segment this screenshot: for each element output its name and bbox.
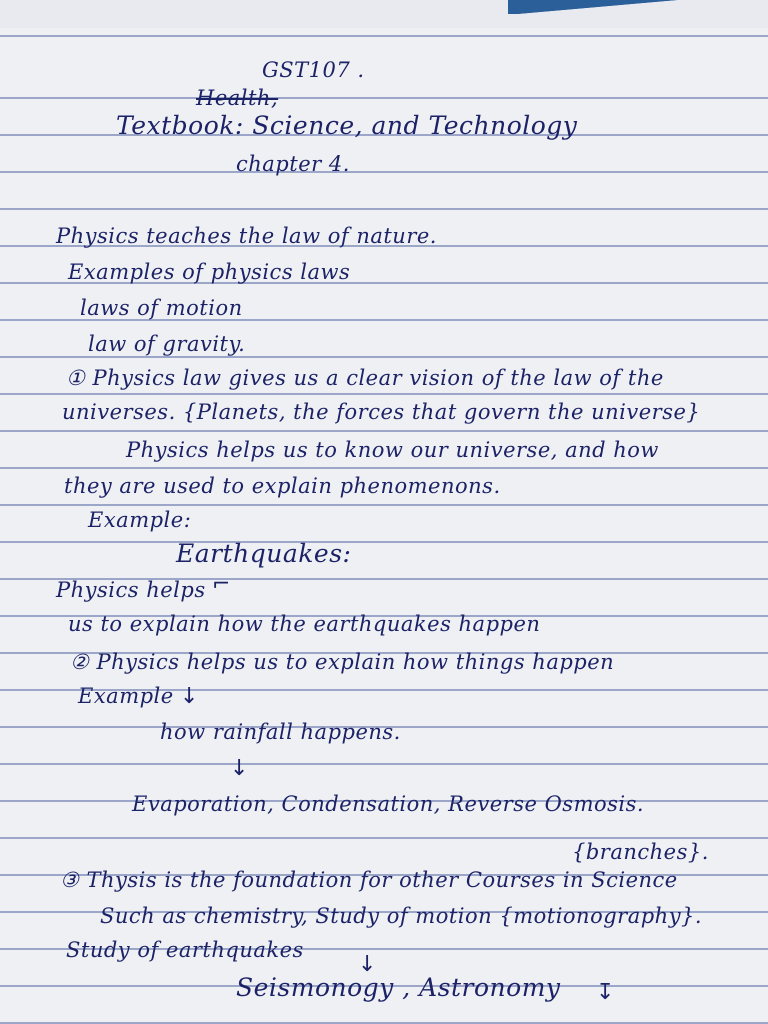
study-earthquakes-line: Study of earthquakes: [66, 938, 304, 962]
chapter-label: chapter 4.: [236, 152, 350, 176]
down-arrow-icon: ↧: [596, 980, 615, 1005]
physics-helps-line: Physics helps: [56, 578, 206, 602]
examples-heading: Examples of physics laws: [68, 260, 351, 284]
law-of-gravity: law of gravity.: [88, 332, 246, 356]
down-arrow-icon: ↓: [230, 756, 249, 781]
point-one-line-2: universes. {Planets, the forces that govern the universe}: [62, 400, 701, 424]
textbook-title: Textbook: Science, and Technology: [116, 111, 578, 140]
processes-line: Evaporation, Condensation, Reverse Osmosis.: [132, 792, 645, 816]
down-arrow-icon: ↓: [180, 684, 199, 709]
arrow-icon: ⌐: [212, 572, 231, 597]
course-code: GST107 .: [262, 58, 365, 82]
earthquakes-label: Earthquakes:: [176, 539, 352, 568]
rainfall-line: how rainfall happens.: [160, 720, 401, 744]
example-two-label: Example: [78, 684, 174, 708]
example-label: Example:: [88, 508, 192, 532]
down-arrow-icon: ↓: [358, 952, 377, 977]
point-one-line-4: they are used to explain phenomenons.: [64, 474, 501, 498]
earthquakes-explanation: us to explain how the earthquakes happen: [68, 612, 541, 636]
point-two: ② Physics helps us to explain how things happen: [70, 650, 615, 674]
seismology-line: Seismonogy , Astronomy: [236, 973, 561, 1002]
struck-heading: Health,: [196, 86, 279, 110]
point-one-line-1: ① Physics law gives us a clear vision of the law of the: [66, 366, 664, 390]
point-three-line-1: ③ Thysis is the foundation for other Courses in Science: [60, 868, 678, 892]
notebook-cover-corner: [508, 0, 768, 14]
branches-label: {branches}.: [572, 840, 709, 864]
point-three-line-2: Such as chemistry, Study of motion {motionography}.: [100, 904, 703, 928]
point-one-line-3: Physics helps us to know our universe, and how: [126, 438, 659, 462]
law-of-motion: laws of motion: [80, 296, 243, 320]
intro-line: Physics teaches the law of nature.: [56, 224, 437, 248]
